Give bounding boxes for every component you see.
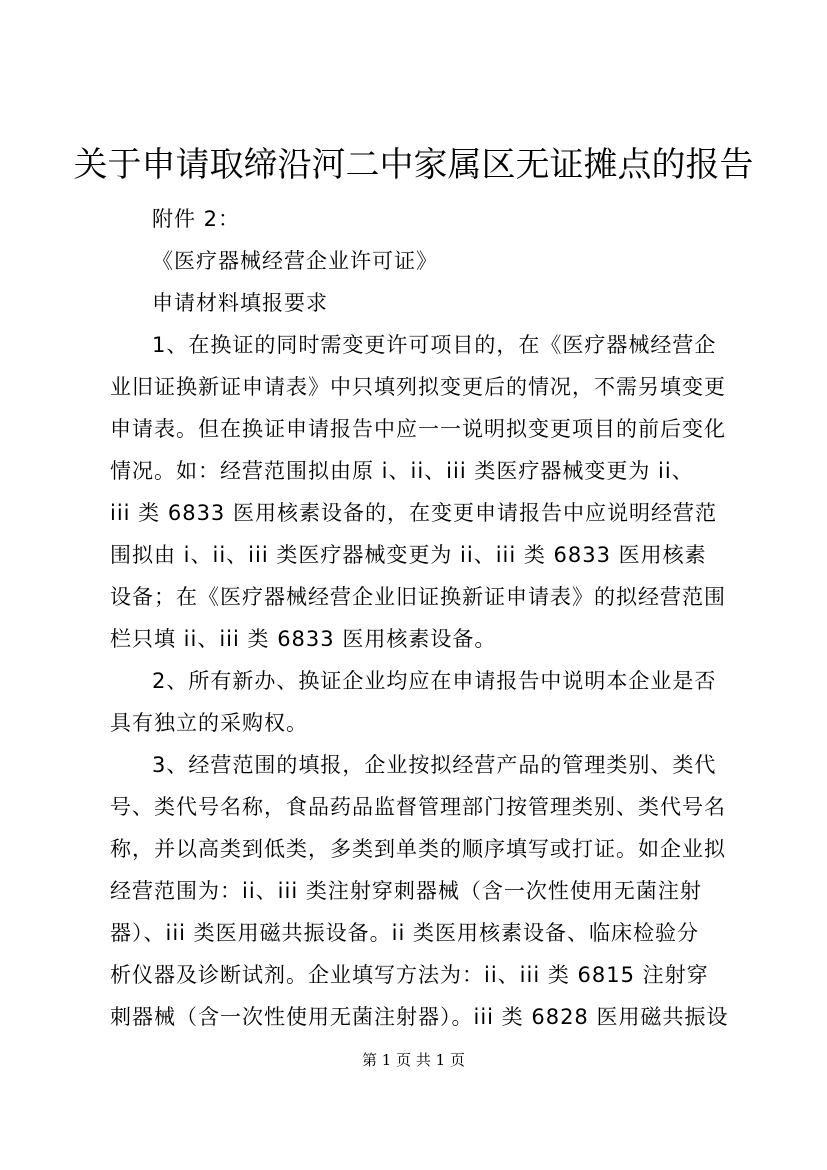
body-line: 申请材料填报要求 xyxy=(152,291,328,315)
body-line: 设备；在《医疗器械经营企业旧证换新证申请表》的拟经营范围 xyxy=(110,585,726,609)
page-footer: 第 1 页 共 1 页 xyxy=(362,1051,465,1069)
body-line: 围拟由 i、ii、iii 类医疗器械变更为 ii、iii 类 6833 医用核素 xyxy=(110,543,707,567)
body-line: 《医疗器械经营企业许可证》 xyxy=(152,249,438,273)
body-line: 3、经营范围的填报，企业按拟经营产品的管理类别、类代 xyxy=(152,753,717,777)
body-line: 1、在换证的同时需变更许可项目的，在《医疗器械经营企 xyxy=(152,333,717,357)
body-line: 栏只填 ii、iii 类 6833 医用核素设备。 xyxy=(110,627,497,651)
body-line: 申请表。但在换证申请报告中应一一说明拟变更项目的前后变化 xyxy=(110,417,726,441)
body-line: 2、所有新办、换证企业均应在申请报告中说明本企业是否 xyxy=(152,669,717,693)
body-line: 器）、iii 类医用磁共振设备。ii 类医用核素设备、临床检验分 xyxy=(110,921,700,945)
document-title: 关于申请取缔沿河二中家属区无证摊点的报告 xyxy=(73,145,754,185)
document-body xyxy=(110,198,729,1038)
body-line: 具有独立的采购权。 xyxy=(110,711,308,735)
body-line: 业旧证换新证申请表》中只填列拟变更后的情况，不需另填变更 xyxy=(110,375,726,399)
body-line: 情况。如：经营范围拟由原 i、ii、iii 类医疗器械变更为 ii、 xyxy=(110,459,694,483)
body-line: 经营范围为：ii、iii 类注射穿刺器械（含一次性使用无菌注射 xyxy=(110,879,702,903)
body-line: 刺器械（含一次性使用无菌注射器）。iii 类 6828 医用磁共振设 xyxy=(110,1005,729,1029)
body-line: 称，并以高类到低类，多类到单类的顺序填写或打证。如企业拟 xyxy=(110,837,726,861)
body-line: 附件 2： xyxy=(152,207,241,231)
body-line: 析仪器及诊断试剂。企业填写方法为：ii、iii 类 6815 注射穿 xyxy=(110,963,709,987)
body-line: iii 类 6833 医用核素设备的，在变更申请报告中应说明经营范 xyxy=(110,501,717,525)
body-line: 号、类代号名称，食品药品监督管理部门按管理类别、类代号名 xyxy=(110,795,726,819)
